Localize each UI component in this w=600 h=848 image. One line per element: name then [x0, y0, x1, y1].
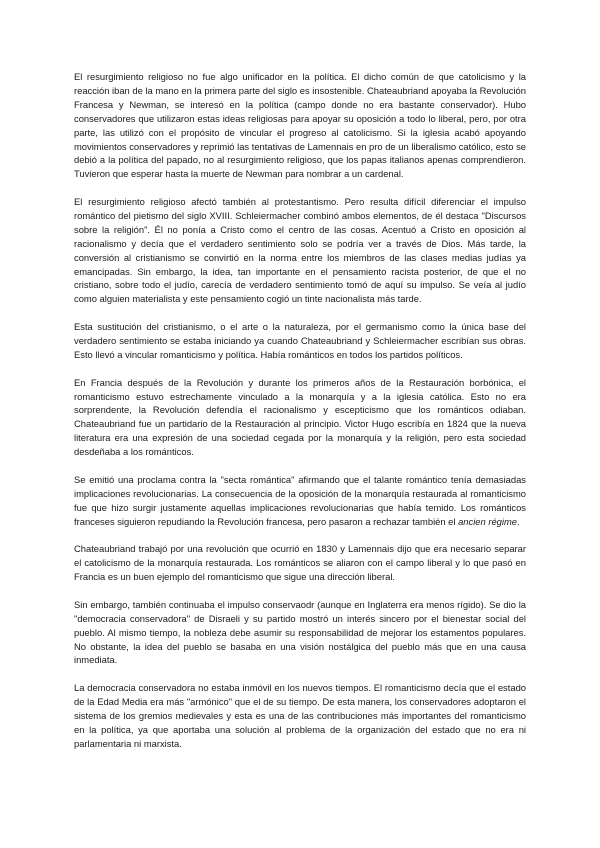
italic-phrase: ancien régime — [458, 515, 517, 527]
paragraph-1: El resurgimiento religioso no fue algo unificador en la política. El dicho común de que catolicismo y la reacción iban de la mano en la primera parte del siglo es insostenible. Chateaubriand apoyaba la Revolución Francesa y Newman, se interesó en la política (campo donde no era bastante conservador). Hubo conservadores que utilizaron estas ideas religiosas para apoyar su oposición a todo lo liberal, pero, por otra parte, las utilizó con el propósito de vincular el progreso al catolicismo. Si la iglesia acabó apoyando movimientos conservadores y reprimió las tentativas de Lamennais en pro de un liberalismo católico, esto se debió a la política del papado, no al resurgimiento religioso, que los papas italianos apenas comprendieron. Tuvieron que esperar hasta la muerte de Newman para nombrar a un cardenal. — [74, 71, 526, 180]
paragraph-5-text: Se emitió una proclama contra la "secta romántica" afirmando que el talante romántico tenía demasiadas implicaciones revolucionarias. La consecuencia de la oposición de la monarquía restaurada al romanticismo fue que hizo surgir justamente aquellas implicaciones revolucionarias que había temido. Los románticos franceses siguieron repudiando la Revolución francesa, pero pasaron a rechazar también el — [74, 473, 526, 527]
document-page — [74, 70, 526, 764]
paragraph-7: Sin embargo, también continuaba el impulso conservaodr (aunque en Inglaterra era menos rígido). Se dio la "democracia conservadora" de Disraeli y su partido mostró un interés sincero por el bienestar social del pueblo. Al mismo tiempo, la nobleza debe asumir su responsabilidad de mejorar los estamentos populares. No obstante, la idea del pueblo se basaba en una visión nostálgica del pueblo más que en una causa inmediata. — [74, 598, 526, 666]
paragraph-4: En Francia después de la Revolución y durante los primeros años de la Restauración borbónica, el romanticismo estuvo estrechamente vinculado a la monarquía y a la iglesia católica. Esto no era sorprendente, la Revolución defendía el racionalismo y escepticismo que los románticos odiaban. Chateaubriand fue un partidario de la Restauración al principio. Victor Hugo escribía en 1824 que la nueva literatura era una expresión de una sociedad cegada por la monarquía y la religión, pero esta sociedad desdeñaba a los románticos. — [74, 376, 526, 458]
paragraph-5-end: . — [516, 515, 520, 527]
paragraph-6: Chateaubriand trabajó por una revolución que ocurrió en 1830 y Lamennais dijo que era necesario separar el catolicismo de la monarquía restaurada. Los románticos se aliaron con el campo liberal y lo que pasó en Francia es un buen ejemplo del romanticismo que sigue una dirección liberal. — [74, 543, 526, 583]
paragraph-5 — [74, 473, 526, 529]
paragraph-2: El resurgimiento religioso afectó también al protestantismo. Pero resulta difícil diferenciar el impulso romántico del pietismo del siglo XVIII. Schleiermacher combinó ambos elementos, de él destaca "Discursos sobre la religión". Él no ponía a Cristo como el centro de las cosas. Acentuó a Cristo en oposición al racionalismo y decía que el verdadero sentimiento solo se podría ver a través de Dios. Más tarde, la conversión al cristianismo se convirtió en la norma entre los miembros de las clases medias judías ya emancipadas. Sin embargo, la idea, tan importante en el pensamiento racista posterior, de que el no cristiano, sobre todo el judío, carecía de verdadero sentimiento tomó de aquí su impulso. Se veía al judío como alguien materialista y este pensamiento cogió un tinte nacionalista más tarde. — [74, 196, 526, 305]
paragraph-3: Esta sustitución del cristianismo, o el arte o la naturaleza, por el germanismo como la única base del verdadero sentimiento se estaba iniciando ya cuando Chateaubriand y Schleiermacher escribían sus obras. Esto llevó a vincular romanticismo y política. Había románticos en todos los partidos políticos. — [74, 321, 526, 360]
paragraph-8: La democracia conservadora no estaba inmóvil en los nuevos tiempos. El romanticismo decía que el estado de la Edad Media era más "armónico" que el de su tiempo. De esta manera, los conservadores adoptaron el sistema de los gremios medievales y esta es una de las contribuciones más importantes del romanticismo en la política, ya que aportaba una solución al problema de la organización del estado que no era ni parlamentaria ni marxista. — [74, 682, 526, 749]
